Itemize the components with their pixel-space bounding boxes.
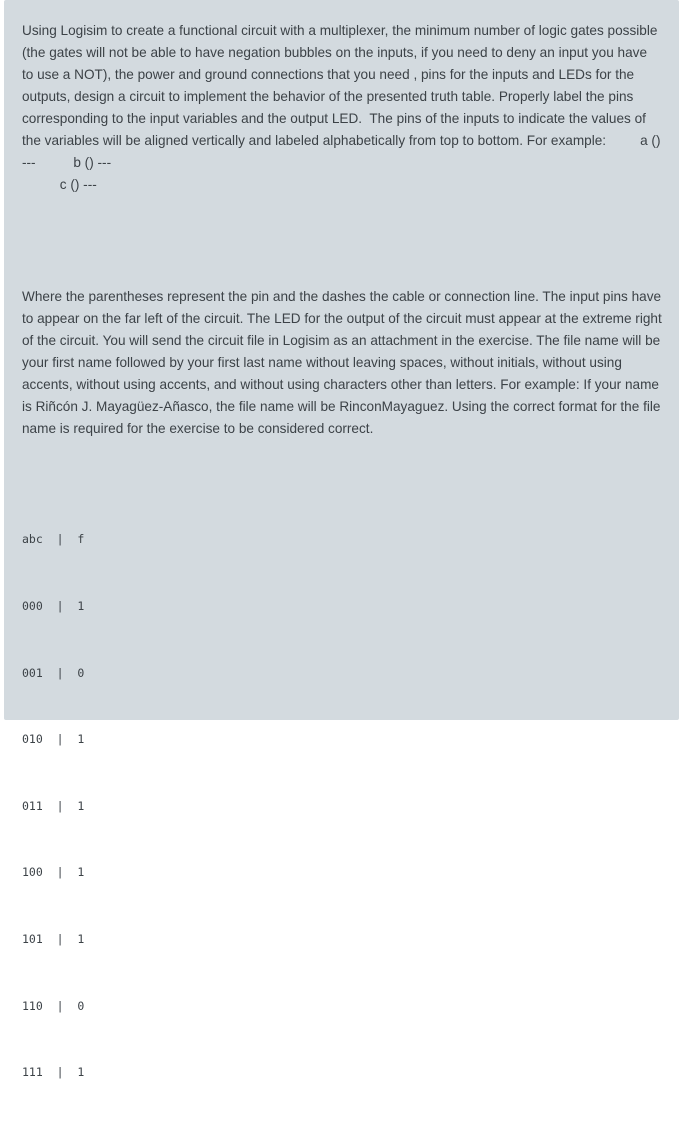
truth-table-row: 000 | 1 [22, 599, 85, 613]
truth-table-header: abc | f [22, 532, 85, 547]
question-panel [4, 0, 679, 1080]
truth-table-row: 101 | 1 [22, 931, 85, 946]
question-paragraph-2: Where the parentheses represent the pin and the dashes the cable or connection line. The input pins have to appear on the far left of the circuit. The LED for the output of the circuit must appear at the extreme right of the circuit. You will send the circuit file in Logisim as an attachment in the exercise. The file name will be your first name followed by your first last name without leaving spaces, without initials, without using accents, without using accents, and without using characters other than letters. For example: If your name is Riñcón J. Mayagüez-Añasco, the file name will be RinconMayaguez. Using the correct format for the file name is required for the exercise to be considered correct. [22, 289, 666, 436]
truth-table-row: 010 | 1 [22, 732, 85, 747]
truth-table-row: 011 | 1 [22, 798, 85, 813]
question-paragraph-1: Using Logisim to create a functional circuit with a multiplexer, the minimum number of logic gates possible (the gates will not be able to have negation bubbles on the inputs, if you need to deny an input you have to use a NOT), the power and ground connections that you need , pins for the inputs and LEDs for the outputs, design a circuit to implement the behavior of the presented truth table. Properly label the pins corresponding to the input variables and the output LED. The pins of the inputs to indicate the values of the variables will be aligned vertically and labeled alphabetically from top to bottom. For example: a () --- b () --- c () --- [22, 23, 661, 192]
truth-table [22, 484, 84, 1128]
truth-table-row: 001 | 0 [22, 665, 85, 680]
truth-table-row: 111 | 1 [22, 1065, 85, 1080]
truth-table-row: 100 | 1 [22, 865, 85, 880]
truth-table-row: 110 | 0 [22, 998, 85, 1013]
